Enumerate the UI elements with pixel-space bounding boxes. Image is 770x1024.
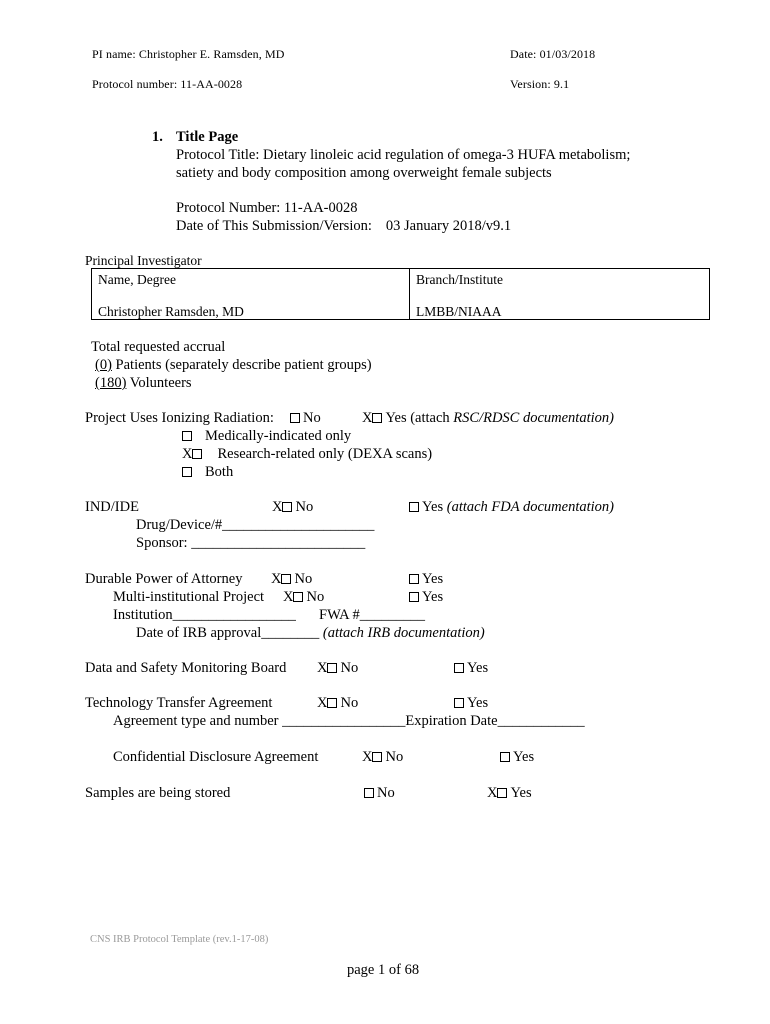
radiation-yes-label: Yes (attach xyxy=(385,410,454,426)
ind-yes[interactable] xyxy=(409,500,614,515)
submission-label: Date of This Submission/Version: xyxy=(176,218,372,234)
tta-yes[interactable] xyxy=(454,696,488,711)
submission-value: 03 January 2018/v9.1 xyxy=(385,218,512,234)
dsmb-no-label: No xyxy=(340,660,359,676)
submission-line xyxy=(176,219,511,234)
samples-no[interactable] xyxy=(364,786,395,801)
checkbox-icon[interactable] xyxy=(182,431,192,441)
tta-no-label: No xyxy=(340,695,359,711)
header-date: Date: 01/03/2018 xyxy=(510,47,596,61)
radiation-opt-research[interactable] xyxy=(182,447,432,462)
tta-yes-label: Yes xyxy=(467,695,489,711)
header-version: Version: 9.1 xyxy=(510,77,570,91)
header-pi-name: PI name: Christopher E. Ramsden, MD xyxy=(92,47,285,61)
accrual-volunteers xyxy=(95,376,192,391)
pi-table-divider xyxy=(409,269,410,319)
radiation-no-label: No xyxy=(303,410,321,426)
checkbox-icon[interactable] xyxy=(409,502,419,512)
tta-no[interactable] xyxy=(317,696,358,711)
checkbox-icon[interactable] xyxy=(327,663,337,673)
volunteers-count: (180) xyxy=(95,375,127,391)
footer-template: CNS IRB Protocol Template (rev.1-17-08) xyxy=(90,934,269,945)
check-mark: X xyxy=(487,785,498,801)
ind-no[interactable] xyxy=(272,500,313,515)
check-mark: X xyxy=(283,589,294,605)
pi-table xyxy=(91,268,710,320)
section-heading: Title Page xyxy=(176,129,239,145)
protocol-title-line1: Protocol Title: Dietary linoleic acid regulation of omega-3 HUFA metabolism; xyxy=(176,147,631,163)
dpa-yes[interactable] xyxy=(409,572,443,587)
cda-no-label: No xyxy=(385,749,404,765)
dpa-label: Durable Power of Attorney xyxy=(85,571,243,587)
radiation-opt-both-label: Both xyxy=(205,464,234,480)
volunteers-text: Volunteers xyxy=(126,375,192,391)
accrual-label: Total requested accrual xyxy=(91,339,226,355)
dsmb-label: Data and Safety Monitoring Board xyxy=(85,660,287,676)
checkbox-icon[interactable] xyxy=(327,698,337,708)
checkbox-icon[interactable] xyxy=(372,413,382,423)
multi-yes-label: Yes xyxy=(422,589,444,605)
institution-field[interactable]: Institution_________________ xyxy=(113,607,296,623)
checkbox-icon[interactable] xyxy=(409,592,419,602)
checkbox-icon[interactable] xyxy=(293,592,303,602)
patients-text: Patients (separately describe patient groups) xyxy=(111,357,372,373)
checkbox-icon[interactable] xyxy=(282,502,292,512)
cda-label: Confidential Disclosure Agreement xyxy=(113,749,319,765)
check-mark: X xyxy=(317,695,328,711)
check-mark: X xyxy=(362,410,373,426)
samples-no-label: No xyxy=(377,785,395,801)
protocol-title-line2: satiety and body composition among overweight female subjects xyxy=(176,165,552,181)
radiation-yes[interactable] xyxy=(362,411,614,426)
header-protocol-number: Protocol number: 11-AA-0028 xyxy=(92,77,243,91)
cda-no[interactable] xyxy=(362,750,403,765)
checkbox-icon[interactable] xyxy=(372,752,382,762)
ind-no-label: No xyxy=(295,499,314,515)
agreement-type-field[interactable]: Agreement type and number _________________ xyxy=(113,713,406,729)
ind-yes-italic: (attach FDA documentation) xyxy=(443,499,614,515)
check-mark: X xyxy=(362,749,373,765)
page-number: page 1 of 68 xyxy=(347,962,420,978)
irb-attach-italic: (attach IRB documentation) xyxy=(322,625,485,641)
checkbox-icon[interactable] xyxy=(497,788,507,798)
checkbox-icon[interactable] xyxy=(192,449,202,459)
dsmb-yes-label: Yes xyxy=(467,660,489,676)
radiation-opt-research-label: Research-related only (DEXA scans) xyxy=(217,446,433,462)
checkbox-icon[interactable] xyxy=(454,663,464,673)
checkbox-icon[interactable] xyxy=(182,467,192,477)
radiation-opt-medical[interactable] xyxy=(182,429,351,444)
radiation-opt-medical-label: Medically-indicated only xyxy=(205,428,352,444)
agreement-type-line[interactable] xyxy=(113,714,585,729)
multi-no[interactable] xyxy=(283,590,324,605)
checkbox-icon[interactable] xyxy=(500,752,510,762)
dpa-yes-label: Yes xyxy=(422,571,444,587)
radiation-no[interactable] xyxy=(290,411,321,426)
pi-col1-header: Name, Degree xyxy=(98,272,176,287)
pi-col2-value: LMBB/NIAAA xyxy=(416,304,502,319)
checkbox-icon[interactable] xyxy=(281,574,291,584)
pi-label: Principal Investigator xyxy=(85,253,202,268)
check-mark: X xyxy=(272,499,283,515)
samples-yes-label: Yes xyxy=(510,785,532,801)
dpa-no[interactable] xyxy=(271,572,312,587)
irb-approval-line[interactable] xyxy=(136,626,485,641)
pi-col1-value: Christopher Ramsden, MD xyxy=(98,304,244,319)
ind-yes-label: Yes xyxy=(422,499,444,515)
protocol-number-line: Protocol Number: 11-AA-0028 xyxy=(176,200,358,216)
checkbox-icon[interactable] xyxy=(364,788,374,798)
checkbox-icon[interactable] xyxy=(290,413,300,423)
ind-sponsor-field[interactable]: Sponsor: ________________________ xyxy=(136,535,366,551)
samples-label: Samples are being stored xyxy=(85,785,231,801)
dpa-no-label: No xyxy=(294,571,313,587)
patients-count: (0) xyxy=(95,357,112,373)
radiation-opt-both[interactable] xyxy=(182,465,233,480)
section-number: 1. xyxy=(152,129,163,145)
multi-yes[interactable] xyxy=(409,590,443,605)
multi-label: Multi-institutional Project xyxy=(113,589,265,605)
dsmb-no[interactable] xyxy=(317,661,358,676)
ind-label: IND/IDE xyxy=(85,499,139,515)
checkbox-icon[interactable] xyxy=(454,698,464,708)
multi-no-label: No xyxy=(306,589,325,605)
check-mark: X xyxy=(317,660,328,676)
accrual-patients xyxy=(95,358,372,373)
fwa-field[interactable]: FWA #_________ xyxy=(319,607,425,623)
expiration-field[interactable]: Expiration Date____________ xyxy=(405,713,585,729)
dsmb-yes[interactable] xyxy=(454,661,488,676)
pi-col2-header: Branch/Institute xyxy=(416,272,503,287)
check-mark: X xyxy=(271,571,282,587)
checkbox-icon[interactable] xyxy=(409,574,419,584)
cda-yes-label: Yes xyxy=(513,749,535,765)
radiation-label: Project Uses Ionizing Radiation: xyxy=(85,410,274,426)
cda-yes[interactable] xyxy=(500,750,534,765)
check-mark: X xyxy=(182,446,193,462)
ind-drug-field[interactable]: Drug/Device/#_____________________ xyxy=(136,517,375,533)
samples-yes[interactable] xyxy=(487,786,532,801)
irb-date-field[interactable]: Date of IRB approval________ xyxy=(136,625,320,641)
tta-label: Technology Transfer Agreement xyxy=(85,695,273,711)
radiation-yes-italic: RSC/RDSC documentation) xyxy=(453,410,614,426)
